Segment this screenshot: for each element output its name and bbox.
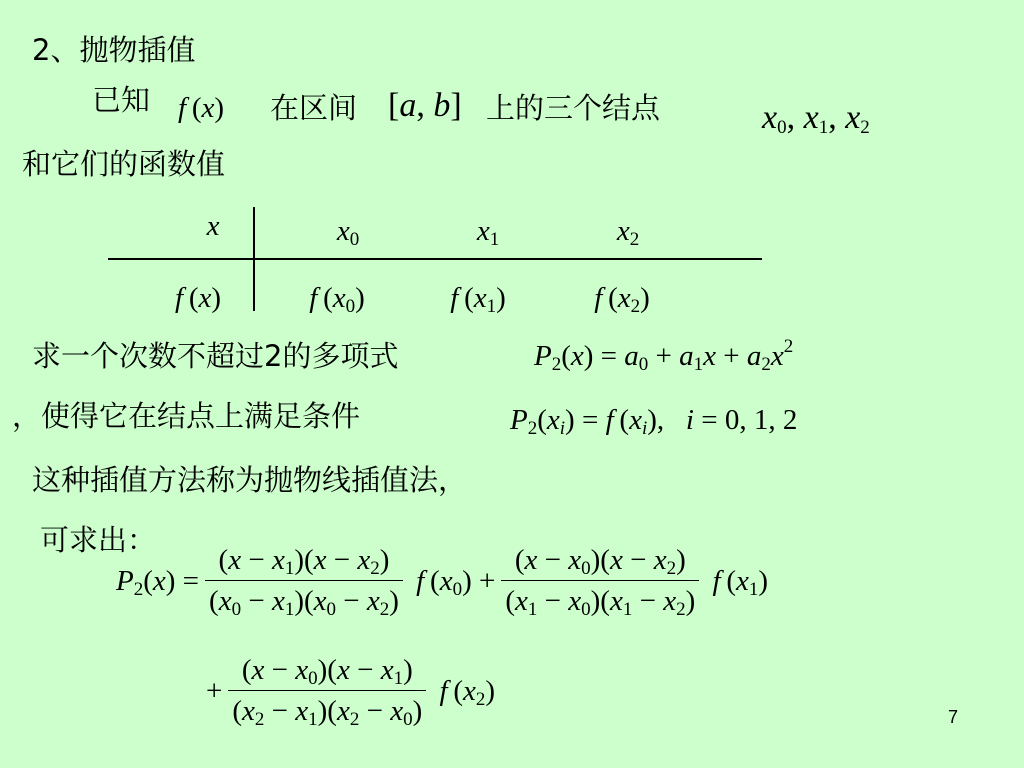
formula-fx0-term: f $(x_0)$ +: [416, 564, 496, 600]
math-interval-ab: [a, b]: [388, 87, 462, 124]
math-fx: f (x): [178, 92, 225, 124]
formula-line-2: [206, 653, 495, 728]
math-nodes: $x_0$, $x_1$, $x_2$: [762, 99, 870, 138]
fraction-term-0: $\frac{(x - x_1)(x - x_2)}{(x_0 - x_1)(x_0 - x_2)}$: [205, 543, 403, 618]
slide-heading: 2、抛物插值: [32, 33, 196, 67]
method-text: 这种插值方法称为抛物线插值法，: [32, 463, 468, 497]
obtain-text: 可求出：: [40, 523, 157, 557]
page-number: 7: [948, 707, 959, 727]
formula-lhs: $P_2(x)$ =: [116, 564, 200, 600]
fraction-term-2: $\frac{(x - x_0)(x - x_1)}{(x_2 - x_1)(x_2 - x_0)}$: [228, 653, 426, 728]
table-value-fx: f (x): [174, 282, 222, 314]
table-horizontal-rule: [108, 258, 762, 260]
table-header-x0: $x_0$: [336, 215, 360, 250]
formula-fx1-term: f $(x_1)$: [712, 564, 769, 600]
table-header-x: x: [206, 210, 220, 242]
formula-plus-sign: +: [206, 674, 223, 707]
table-value-fx1: f $(x_1)$: [450, 282, 506, 317]
intro-func-values-text: 和它们的函数值: [22, 147, 226, 181]
intro-interval-text: 在区间: [270, 91, 358, 125]
math-interpolation-condition: $P_2(x_i) = f$ $(x_i)$, i = 0, 1, 2: [510, 404, 798, 439]
table-value-fx0: f $(x_0)$: [309, 282, 365, 317]
table-header-x2: $x_2$: [616, 215, 640, 250]
formula-line-1: [116, 543, 768, 618]
find-polynomial-text: 求一个次数不超过2的多项式: [32, 339, 399, 373]
math-polynomial-definition: $P_2(x) = a_0 + a_1x + a_2x^2$: [534, 336, 794, 375]
table-header-x1: $x_1$: [476, 215, 500, 250]
fraction-term-1: $\frac{(x - x_0)(x - x_2)}{(x_1 - x_0)(x_1 - x_2)}$: [501, 543, 699, 618]
table-value-fx2: f $(x_2)$: [594, 282, 650, 317]
formula-fx2-term: f $(x_2)$: [439, 674, 496, 710]
condition-text: ，使得它在结点上满足条件: [12, 399, 361, 433]
intro-three-nodes-text: 上的三个结点: [486, 91, 661, 125]
intro-known-text: 已知: [92, 83, 151, 117]
